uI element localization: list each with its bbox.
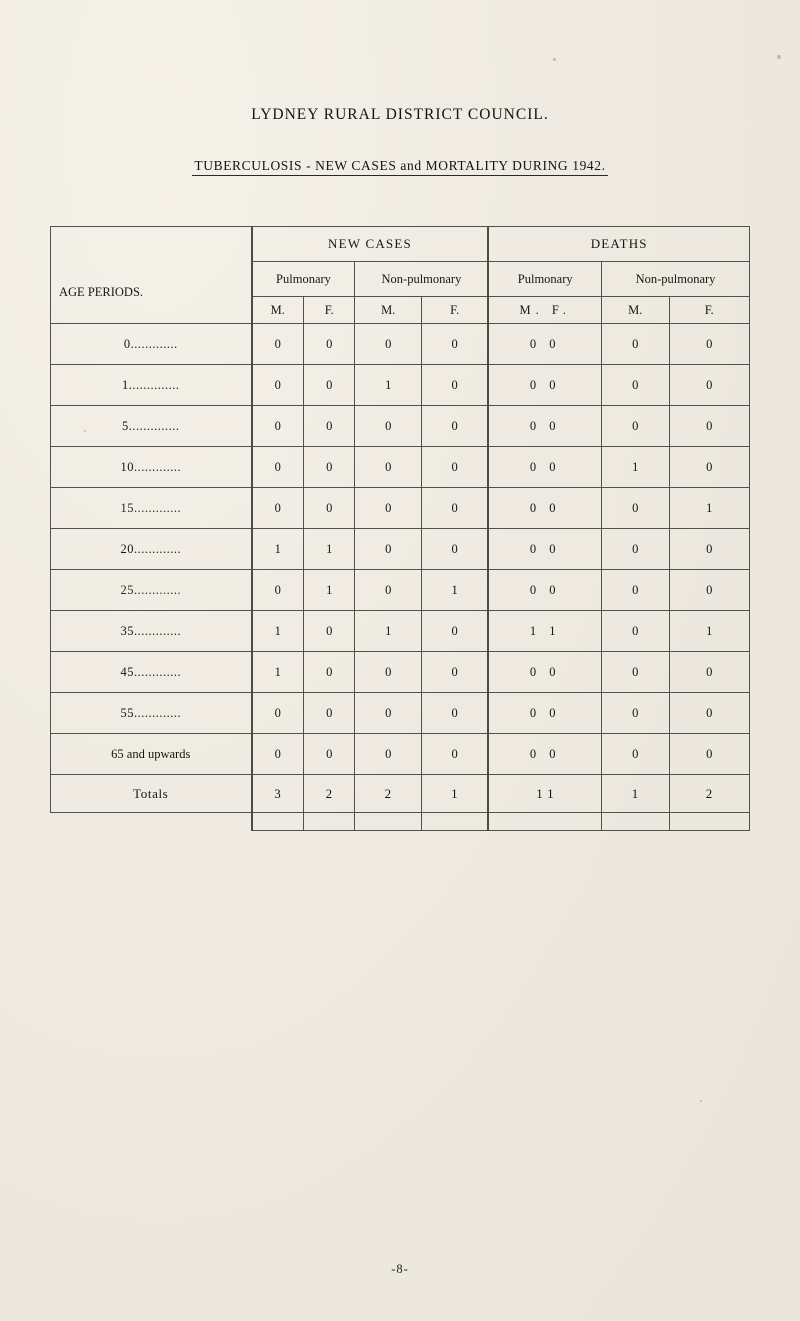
tail-cell (421, 813, 488, 831)
cell-new-pulm-m: 0 (252, 570, 304, 611)
paper-speck (777, 55, 781, 59)
cell-deaths-pulm-mf: 0 0 (488, 652, 601, 693)
table-row (51, 365, 750, 406)
cell-new-nonpulm-f: 0 (421, 693, 488, 734)
table-header-row-groups (51, 227, 750, 262)
cell-deaths-nonpulm-f: 0 (669, 652, 749, 693)
cell-deaths-nonpulm-f: 1 (669, 488, 749, 529)
row-age-label: 65 and upwards (51, 734, 252, 775)
cell-deaths-nonpulm-m: 0 (602, 365, 670, 406)
cell-deaths-nonpulm-m: 0 (602, 611, 670, 652)
table-row (51, 447, 750, 488)
cell-new-nonpulm-f: 0 (421, 652, 488, 693)
cell-new-nonpulm-f: 0 (421, 365, 488, 406)
tuberculosis-table (50, 226, 750, 831)
group-header-deaths: DEATHS (488, 227, 749, 262)
cell-new-nonpulm-m: 0 (355, 652, 421, 693)
sub-header-new-nonpulmonary: Non-pulmonary (355, 262, 488, 297)
cell-deaths-nonpulm-m: 0 (602, 693, 670, 734)
totals-deaths-nonpulm-m: 1 (602, 775, 670, 813)
cell-new-nonpulm-f: 0 (421, 406, 488, 447)
table-row (51, 488, 750, 529)
cell-new-nonpulm-m: 1 (355, 611, 421, 652)
cell-new-pulm-m: 1 (252, 652, 304, 693)
cell-deaths-nonpulm-m: 1 (602, 447, 670, 488)
cell-deaths-pulm-mf: 0 0 (488, 488, 601, 529)
page-subtitle-text: TUBERCULOSIS - NEW CASES and MORTALITY DURING 1942. (192, 158, 607, 176)
cell-deaths-nonpulm-f: 0 (669, 693, 749, 734)
tail-cell (602, 813, 670, 831)
cell-deaths-nonpulm-f: 0 (669, 365, 749, 406)
cell-new-nonpulm-m: 0 (355, 529, 421, 570)
cell-new-pulm-m: 0 (252, 488, 304, 529)
cell-new-nonpulm-m: 0 (355, 447, 421, 488)
table-totals-row (51, 775, 750, 813)
cell-new-nonpulm-f: 0 (421, 324, 488, 365)
cell-deaths-pulm-mf: 0 0 (488, 324, 601, 365)
paper-speck (700, 1100, 702, 1102)
cell-new-pulm-f: 0 (304, 447, 355, 488)
table-row (51, 529, 750, 570)
table-row (51, 734, 750, 775)
cell-deaths-nonpulm-m: 0 (602, 324, 670, 365)
cell-deaths-pulm-mf: 0 0 (488, 365, 601, 406)
cell-new-nonpulm-m: 1 (355, 365, 421, 406)
table-row (51, 652, 750, 693)
page-subtitle (0, 158, 800, 174)
cell-deaths-pulm-mf: 0 0 (488, 447, 601, 488)
cell-deaths-pulm-mf: 0 0 (488, 734, 601, 775)
row-age-label: 10............. (51, 447, 252, 488)
cell-deaths-pulm-mf: 0 0 (488, 529, 601, 570)
tail-cell (669, 813, 749, 831)
table-head (51, 227, 750, 324)
col-header-new-nonpulm-m: M. (355, 297, 421, 324)
cell-deaths-pulm-mf: 0 0 (488, 570, 601, 611)
row-age-label: 20............. (51, 529, 252, 570)
cell-new-pulm-f: 0 (304, 734, 355, 775)
cell-new-pulm-m: 1 (252, 529, 304, 570)
cell-deaths-nonpulm-f: 0 (669, 324, 749, 365)
tail-cell (355, 813, 421, 831)
row-age-label: 0............. (51, 324, 252, 365)
sub-header-deaths-nonpulmonary: Non-pulmonary (602, 262, 750, 297)
paper-speck (553, 58, 556, 61)
cell-deaths-pulm-mf: 1 1 (488, 611, 601, 652)
totals-deaths-pulm-mf: 1 1 (488, 775, 601, 813)
cell-deaths-pulm-mf: 0 0 (488, 406, 601, 447)
cell-new-pulm-f: 0 (304, 611, 355, 652)
col-header-deaths-nonpulm-f: F. (669, 297, 749, 324)
cell-new-pulm-f: 0 (304, 693, 355, 734)
cell-new-nonpulm-m: 0 (355, 488, 421, 529)
cell-new-pulm-m: 0 (252, 734, 304, 775)
cell-new-nonpulm-m: 0 (355, 734, 421, 775)
cell-new-nonpulm-f: 1 (421, 570, 488, 611)
cell-new-nonpulm-f: 0 (421, 447, 488, 488)
totals-new-nonpulm-f: 1 (421, 775, 488, 813)
row-age-label: 15............. (51, 488, 252, 529)
tail-cell (488, 813, 601, 831)
page-number: -8- (391, 1262, 409, 1276)
cell-new-nonpulm-f: 0 (421, 529, 488, 570)
cell-new-nonpulm-m: 0 (355, 570, 421, 611)
table-corner-label: AGE PERIODS. (51, 227, 252, 324)
cell-new-nonpulm-m: 0 (355, 324, 421, 365)
cell-new-pulm-m: 0 (252, 447, 304, 488)
totals-deaths-nonpulm-f: 2 (669, 775, 749, 813)
cell-deaths-nonpulm-f: 0 (669, 734, 749, 775)
cell-new-pulm-m: 1 (252, 611, 304, 652)
row-age-label: 1.............. (51, 365, 252, 406)
cell-new-nonpulm-m: 0 (355, 693, 421, 734)
row-age-label: 55............. (51, 693, 252, 734)
row-age-label: 45............. (51, 652, 252, 693)
cell-deaths-nonpulm-m: 0 (602, 652, 670, 693)
totals-new-pulm-m: 3 (252, 775, 304, 813)
cell-new-nonpulm-m: 0 (355, 406, 421, 447)
col-header-deaths-nonpulm-m: M. (602, 297, 670, 324)
sub-header-deaths-pulmonary: Pulmonary (488, 262, 601, 297)
cell-new-pulm-f: 1 (304, 570, 355, 611)
row-age-label: 5.............. (51, 406, 252, 447)
tail-cell (304, 813, 355, 831)
table-body (51, 324, 750, 831)
cell-new-pulm-f: 0 (304, 488, 355, 529)
cell-deaths-nonpulm-m: 0 (602, 734, 670, 775)
cell-deaths-nonpulm-m: 0 (602, 406, 670, 447)
cell-deaths-nonpulm-f: 0 (669, 529, 749, 570)
page-title: LYDNEY RURAL DISTRICT COUNCIL. (251, 106, 549, 123)
table-row (51, 406, 750, 447)
totals-label: Totals (51, 775, 252, 813)
cell-new-nonpulm-f: 0 (421, 611, 488, 652)
table-row (51, 611, 750, 652)
row-age-label: 35............. (51, 611, 252, 652)
group-header-new-cases: NEW CASES (252, 227, 489, 262)
cell-deaths-pulm-mf: 0 0 (488, 693, 601, 734)
cell-deaths-nonpulm-f: 0 (669, 406, 749, 447)
cell-new-pulm-f: 0 (304, 652, 355, 693)
cell-new-pulm-f: 0 (304, 365, 355, 406)
cell-new-pulm-f: 0 (304, 324, 355, 365)
row-age-label: 25............. (51, 570, 252, 611)
cell-deaths-nonpulm-f: 1 (669, 611, 749, 652)
table-row (51, 324, 750, 365)
tail-blank-cell (51, 813, 252, 831)
col-header-new-pulm-m: M. (252, 297, 304, 324)
cell-deaths-nonpulm-m: 0 (602, 570, 670, 611)
cell-new-nonpulm-f: 0 (421, 488, 488, 529)
cell-new-pulm-f: 0 (304, 406, 355, 447)
table-row (51, 693, 750, 734)
cell-deaths-nonpulm-f: 0 (669, 570, 749, 611)
cell-new-pulm-f: 1 (304, 529, 355, 570)
cell-new-pulm-m: 0 (252, 693, 304, 734)
col-header-new-pulm-f: F. (304, 297, 355, 324)
col-header-new-nonpulm-f: F. (421, 297, 488, 324)
totals-new-nonpulm-m: 2 (355, 775, 421, 813)
col-header-deaths-pulm-mf: M. F. (488, 297, 601, 324)
cell-new-pulm-m: 0 (252, 365, 304, 406)
table-row (51, 570, 750, 611)
cell-new-pulm-m: 0 (252, 406, 304, 447)
sub-header-new-pulmonary: Pulmonary (252, 262, 355, 297)
tail-cell (252, 813, 304, 831)
cell-new-nonpulm-f: 0 (421, 734, 488, 775)
totals-new-pulm-f: 2 (304, 775, 355, 813)
cell-new-pulm-m: 0 (252, 324, 304, 365)
cell-deaths-nonpulm-m: 0 (602, 488, 670, 529)
cell-deaths-nonpulm-f: 0 (669, 447, 749, 488)
table-tail-row (51, 813, 750, 831)
cell-deaths-nonpulm-m: 0 (602, 529, 670, 570)
